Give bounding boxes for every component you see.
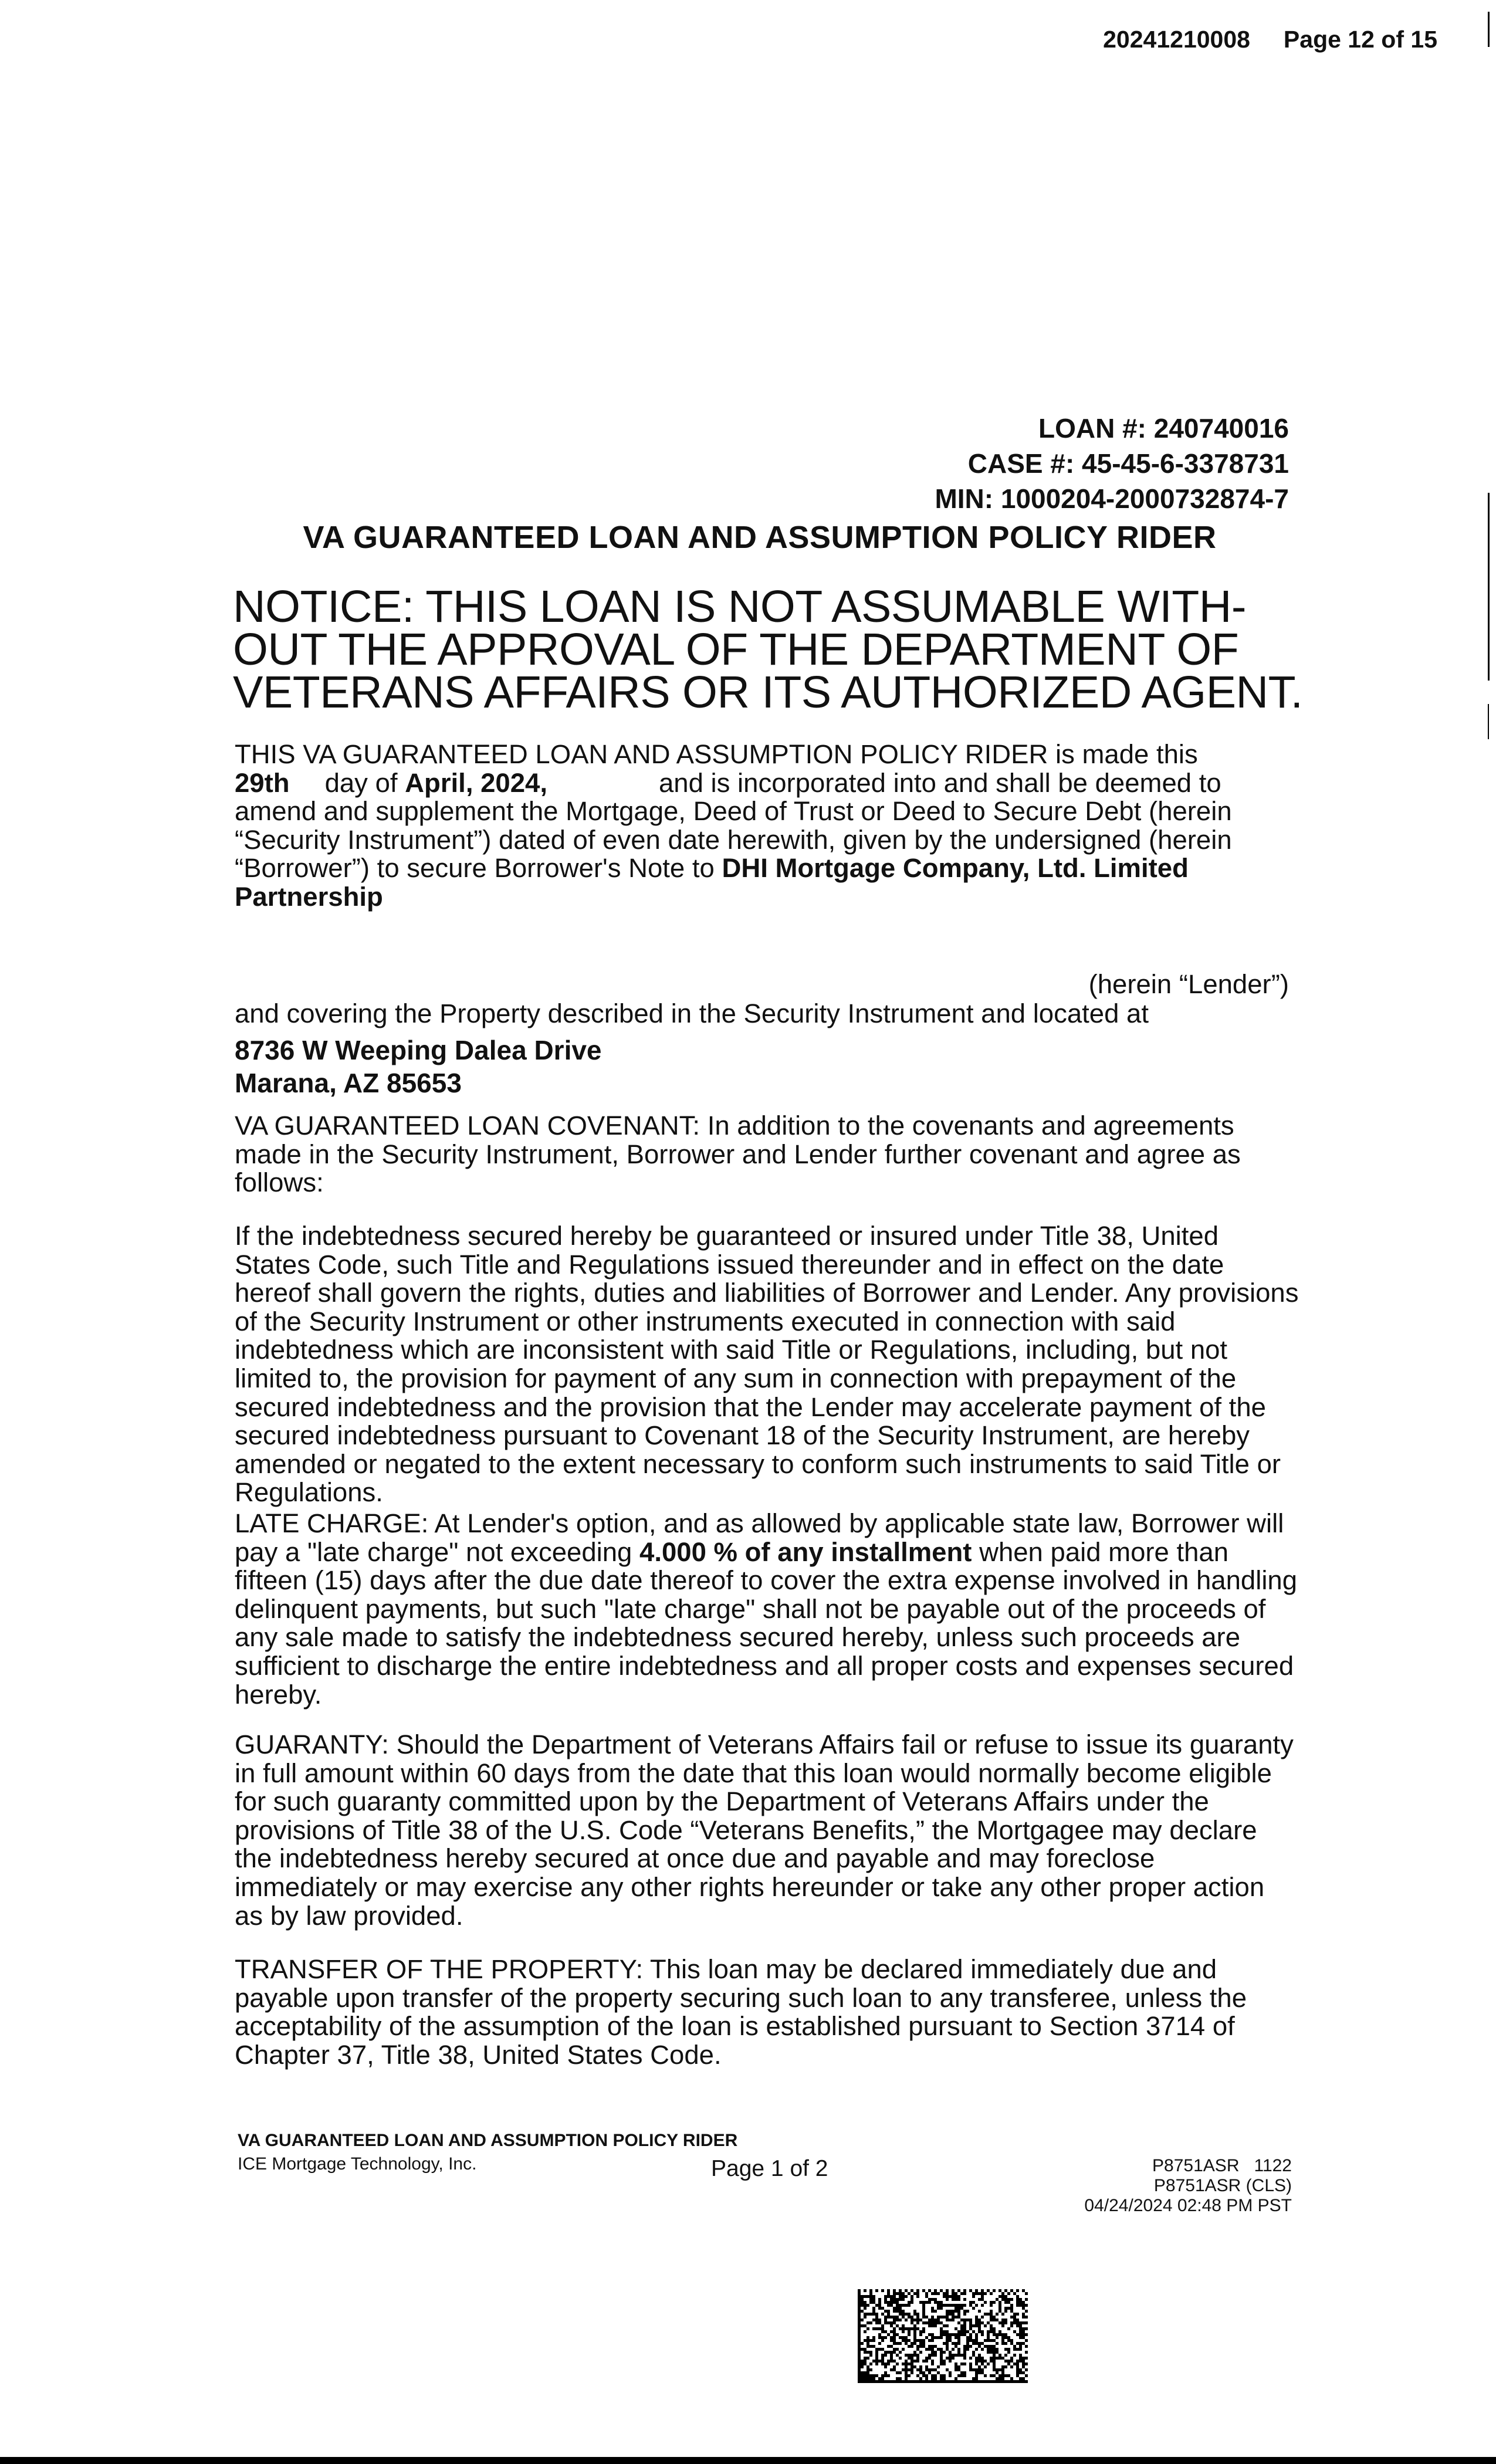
- rider-date: April, 2024,: [405, 767, 547, 798]
- notice-line-1: NOTICE: THIS LOAN IS NOT ASSUMABLE WITH-: [233, 581, 1247, 632]
- rider-title: VA GUARANTEED LOAN AND ASSUMPTION POLICY RIDER: [303, 520, 1217, 555]
- footer-company: ICE Mortgage Technology, Inc.: [238, 2154, 477, 2174]
- title-38-paragraph: If the indebtedness secured hereby be guaranteed or insured under Title 38, United States Code, such Title and Regulations issued thereunder and in effect on the date hereof shall govern the rights, duties and liabilities of Borrower and Lender. Any provisions of the Security Instrument or other instruments executed in connection with said indebtedness which are inconsistent with said Title or Regulations, including, but not limited to, the provision for payment of any sum in connection with prepayment of the secured indebtedness and the provision that the Lender may accelerate payment of the secured indebtedness pursuant to Covenant 18 of the Security Instrument, are hereby amended or negated to the extent necessary to conform such instruments to said Title or Regulations.: [235, 1221, 1299, 1508]
- intro-text-1: THIS VA GUARANTEED LOAN AND ASSUMPTION POLICY RIDER is made this: [235, 739, 1198, 769]
- footer-form-codes: [1084, 2156, 1292, 2216]
- 2d-barcode-icon: [858, 2289, 1028, 2383]
- scan-bottom-edge: [0, 2457, 1496, 2464]
- form-timestamp: 04/24/2024 02:48 PM PST: [1084, 2196, 1292, 2215]
- min-number: MIN: 1000204-2000732874-7: [935, 483, 1289, 514]
- address-line-2: Marana, AZ 85653: [235, 1068, 462, 1098]
- intro-text-2: and is incorporated into and shall be deemed to amend and supplement the Mortgage, Deed of Trust or Deed to Secure Debt (herein “Security Instrument”) dated of even date herewith, given by the undersigned (herein “Borrower”) to secure Borrower's Note to: [235, 767, 1232, 884]
- loan-number: LOAN #: 240740016: [1038, 413, 1289, 444]
- covenant-paragraph: VA GUARANTEED LOAN COVENANT: In addition to the covenants and agreements made in the Security Instrument, Borrower and Lender further covenant and agree as follows:: [235, 1111, 1241, 1198]
- property-covering-text: and covering the Property described in the Security Instrument and located at: [235, 999, 1149, 1028]
- case-number: CASE #: 45-45-6-3378731: [967, 448, 1289, 479]
- form-code-1: P8751ASR 1122: [1152, 2156, 1292, 2175]
- footer-page-number: Page 1 of 2: [711, 2156, 828, 2181]
- document-number: 20241210008: [1103, 26, 1250, 53]
- herein-lender: (herein “Lender”): [1088, 969, 1289, 999]
- assumption-notice: [233, 581, 1318, 717]
- transfer-paragraph: TRANSFER OF THE PROPERTY: This loan may be declared immediately due and payable upon transfer of the property securing such loan to any transferee, unless the acceptability of the assumption of the loan is established pursuant to Section 3714 of Chapter 37, Title 38, United States Code.: [235, 1954, 1247, 2070]
- rider-day: 29th: [235, 767, 290, 798]
- footer-form-title: VA GUARANTEED LOAN AND ASSUMPTION POLICY RIDER: [238, 2131, 738, 2150]
- property-address: [235, 1034, 602, 1099]
- notice-line-3: VETERANS AFFAIRS OR ITS AUTHORIZED AGENT.: [233, 667, 1303, 717]
- late-charge-paragraph: [235, 1509, 1299, 1709]
- guaranty-paragraph: GUARANTY: Should the Department of Veterans Affairs fail or refuse to issue its guaranty in full amount within 60 days from the date that this loan would normally become eligible for such guaranty committed upon by the Department of Veterans Affairs under the provisions of Title 38 of the U.S. Code “Veterans Benefits,” the Mortgagee may declare the indebtedness hereby secured at once due and payable and may foreclose immediately or may exercise any other rights hereunder or take any other proper action as by law provided.: [235, 1729, 1294, 1931]
- scan-edge-marks: [1488, 0, 1490, 2464]
- notice-line-2: OUT THE APPROVAL OF THE DEPARTMENT OF: [233, 624, 1239, 675]
- address-line-1: 8736 W Weeping Dalea Drive: [235, 1035, 602, 1065]
- late-charge-text-2: when paid more than fifteen (15) days after the due date thereof to cover the extra expense involved in handling delinquent payments, but such "late charge" shall not be payable out of the proceeds of any sale made to satisfy the indebtedness secured hereby, unless such proceeds are sufficient to discharge the entire indebtedness and all proper costs and expenses secured hereby.: [235, 1536, 1298, 1710]
- intro-paragraph: [235, 740, 1299, 912]
- recording-page-number: Page 12 of 15: [1283, 26, 1437, 53]
- day-of-label: day of: [324, 767, 398, 798]
- late-charge-text-1: LATE CHARGE: At Lender's option, and as allowed by applicable state law, Borrower will pay a "late charge" not exceeding: [235, 1508, 1284, 1567]
- recording-header: [1103, 26, 1437, 53]
- form-code-2: P8751ASR (CLS): [1153, 2176, 1292, 2195]
- loan-info-block: [935, 411, 1289, 516]
- lender-name: DHI Mortgage Company, Ltd. Limited Partnership: [235, 853, 1189, 912]
- late-charge-rate: 4.000 % of any installment: [639, 1536, 972, 1567]
